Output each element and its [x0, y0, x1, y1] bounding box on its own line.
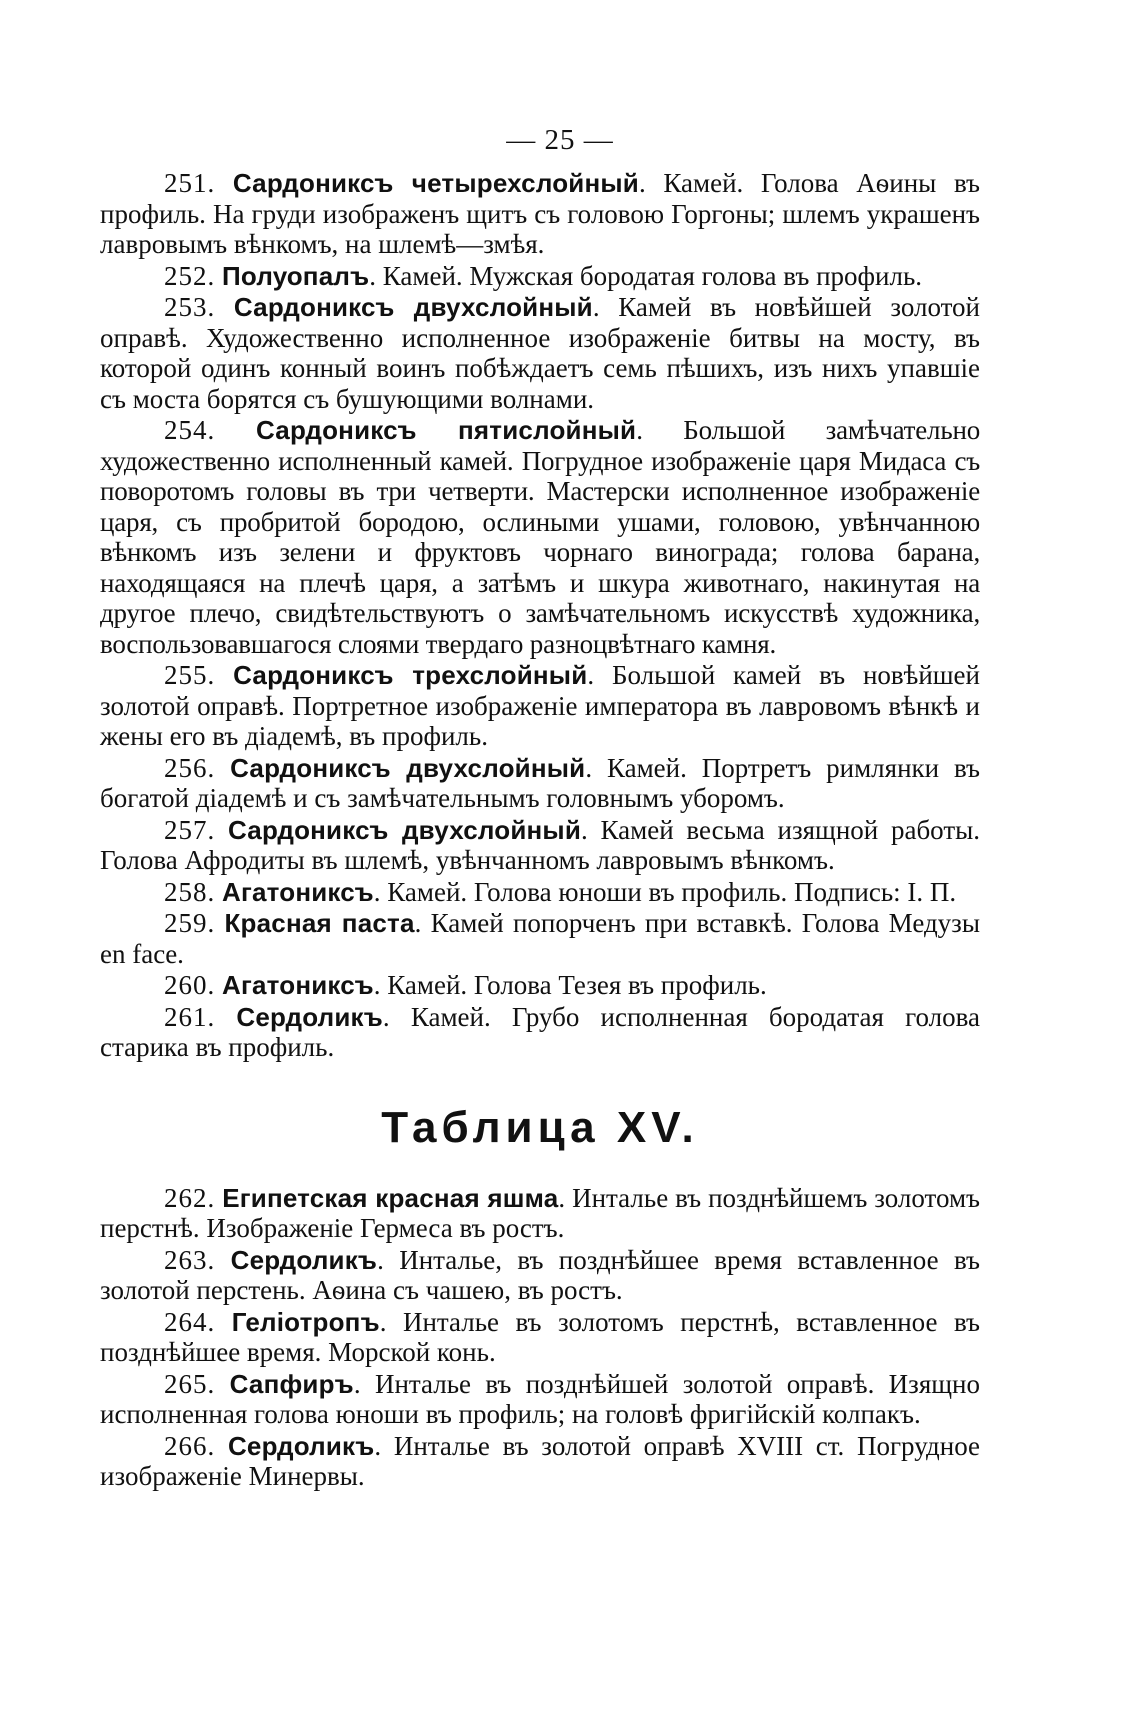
entry-number: 251. — [164, 168, 216, 198]
entry-number: 266. — [164, 1430, 216, 1461]
entry-number: 255. — [164, 660, 216, 690]
entry-material: Сардониксъ четырехслойный — [232, 168, 639, 198]
entry-number: 256. — [164, 752, 216, 783]
catalog-entry-263 — [100, 1245, 980, 1306]
catalog-entry-258 — [100, 877, 980, 908]
catalog-entry-256 — [100, 753, 980, 814]
catalog-entry-264 — [100, 1307, 980, 1368]
catalog-entry-259 — [100, 908, 980, 969]
entry-material: Сардониксъ трехслойный — [233, 660, 588, 690]
entry-description: . Камей. Голова Аѳины въ профиль. На груди изображенъ щитъ съ головою Горгоны; шлемъ украшенъ лавровымъ вѣнкомъ, на шлемѣ—змѣя. — [100, 168, 980, 259]
entry-number: 254. — [164, 415, 216, 445]
entry-number: 265. — [164, 1368, 216, 1399]
entry-material: Сардониксъ двухслойный — [227, 814, 582, 845]
entry-material: Сардониксъ двухслойный — [230, 752, 586, 783]
entry-number: 261. — [164, 1001, 216, 1032]
entry-description: . Камей. Голова юноши въ профиль. Подпись: I. П. — [373, 876, 957, 907]
entry-number: 264. — [164, 1306, 216, 1337]
entry-material: Агатониксъ — [222, 876, 374, 907]
entry-material: Сардониксъ двухслойный — [233, 292, 593, 322]
entry-number: 259. — [164, 908, 216, 938]
entry-description: . Камей. Мужская бородатая голова въ профиль. — [369, 260, 923, 291]
entry-material: Сердоликъ — [236, 1001, 383, 1032]
entry-material: Египетская красная яшма — [222, 1182, 559, 1213]
catalog-entry-252 — [100, 261, 980, 292]
entry-description: . Камей въ новѣйшей золотой оправѣ. Художественно исполненное изображенiе битвы на мосту, въ которой одинъ конный воинъ побѣждаетъ семь пѣшихъ, изъ нихъ упавшiе съ моста борятся съ бушующими волнами. — [100, 292, 981, 414]
entry-description: . Камей. Голова Тезея въ профиль. — [373, 970, 767, 1000]
catalog-entry-253 — [100, 292, 980, 414]
catalog-entry-257 — [100, 815, 980, 876]
catalog-entry-255 — [100, 660, 980, 752]
entry-number: 262. — [164, 1182, 216, 1213]
entry-description: . Большой замѣчательно художественно исполненный камей. Погрудное изображенiе царя Мидаса съ поворотомъ головы въ три четверти. Мастерски исполненное изображенiе царя, съ пробритой бородою, ослиными ушами, головою, увѣнчанною вѣнкомъ изъ зелени и фруктовъ чорнаго винограда; голова барана, находящаяся на плечѣ царя, а затѣмъ и шкура животнаго, накинутая на другое плечо, свидѣтельствуютъ о замѣчательномъ искусствѣ художника, воспользовавшагося слоями твердаго разноцвѣтнаго камня. — [100, 415, 980, 659]
entry-description: . Камей. Портретъ римлянки въ богатой дiадемѣ и съ замѣчательнымъ головнымъ уборомъ. — [100, 752, 981, 813]
catalog-entry-251 — [100, 168, 980, 260]
entry-material: Гелiотропъ — [231, 1306, 380, 1337]
entry-number: 258. — [164, 876, 216, 907]
entry-material: Сапфиръ — [229, 1368, 354, 1399]
catalog-entry-262 — [100, 1183, 980, 1244]
entry-description: . Большой камей въ новѣйшей золотой оправѣ. Портретное изображенiе императора въ лавровомъ вѣнкѣ и жены его въ дiадемѣ, въ профиль. — [100, 660, 980, 751]
entry-number: 263. — [164, 1244, 216, 1275]
entry-material: Сердоликъ — [230, 1244, 378, 1275]
page-number: — 25 — — [506, 124, 614, 156]
catalog-entry-261 — [100, 1002, 980, 1063]
entry-material: Сердоликъ — [227, 1430, 375, 1461]
catalog-entries-before-table — [100, 168, 980, 1063]
entry-material: Красная паста — [224, 908, 415, 938]
entry-material: Агатониксъ — [222, 970, 374, 1000]
entry-description: . Инталье, въ позднѣйшее время вставленное въ золотой перстень. Аѳина съ чашею, въ ростъ. — [100, 1244, 981, 1305]
entry-description: . Инталье въ золотомъ перстнѣ, вставленное въ позднѣйшее время. Морской конь. — [100, 1306, 980, 1367]
entry-number: 257. — [164, 814, 216, 845]
entry-material: Сардониксъ пятислойный — [256, 415, 637, 445]
section-title: Таблица XV. — [381, 1102, 699, 1152]
catalog-entry-266 — [100, 1431, 980, 1492]
entry-material: Полуопалъ — [222, 260, 370, 291]
catalog-entry-254 — [100, 415, 980, 659]
entry-number: 252. — [164, 260, 216, 291]
entry-number: 260. — [164, 970, 216, 1000]
document-page — [100, 118, 980, 1493]
entry-description: . Инталье въ позднѣйшемъ золотомъ перстнѣ. Изображенiе Гермеса въ ростъ. — [100, 1182, 981, 1243]
catalog-entry-265 — [100, 1369, 980, 1430]
entry-number: 253. — [164, 292, 216, 322]
entry-description: . Инталье въ позднѣйшей золотой оправѣ. Изящно исполненная голова юноши въ профиль; на головѣ фригiйскiй колпакъ. — [100, 1368, 980, 1429]
entry-description: . Камей попорченъ при вставкѣ. Голова Медузы en face. — [100, 908, 980, 969]
entry-description: . Инталье въ золотой оправѣ XVIII ст. Погрудное изображенiе Минервы. — [100, 1430, 981, 1491]
entry-description: . Камей весьма изящной работы. Голова Афродиты въ шлемѣ, увѣнчанномъ лавровымъ вѣнкомъ. — [100, 814, 981, 875]
catalog-entries-table-xv — [100, 1183, 980, 1492]
entry-description: . Камей. Грубо исполненная бородатая голова старика въ профиль. — [100, 1001, 980, 1062]
catalog-entry-260 — [100, 970, 980, 1001]
